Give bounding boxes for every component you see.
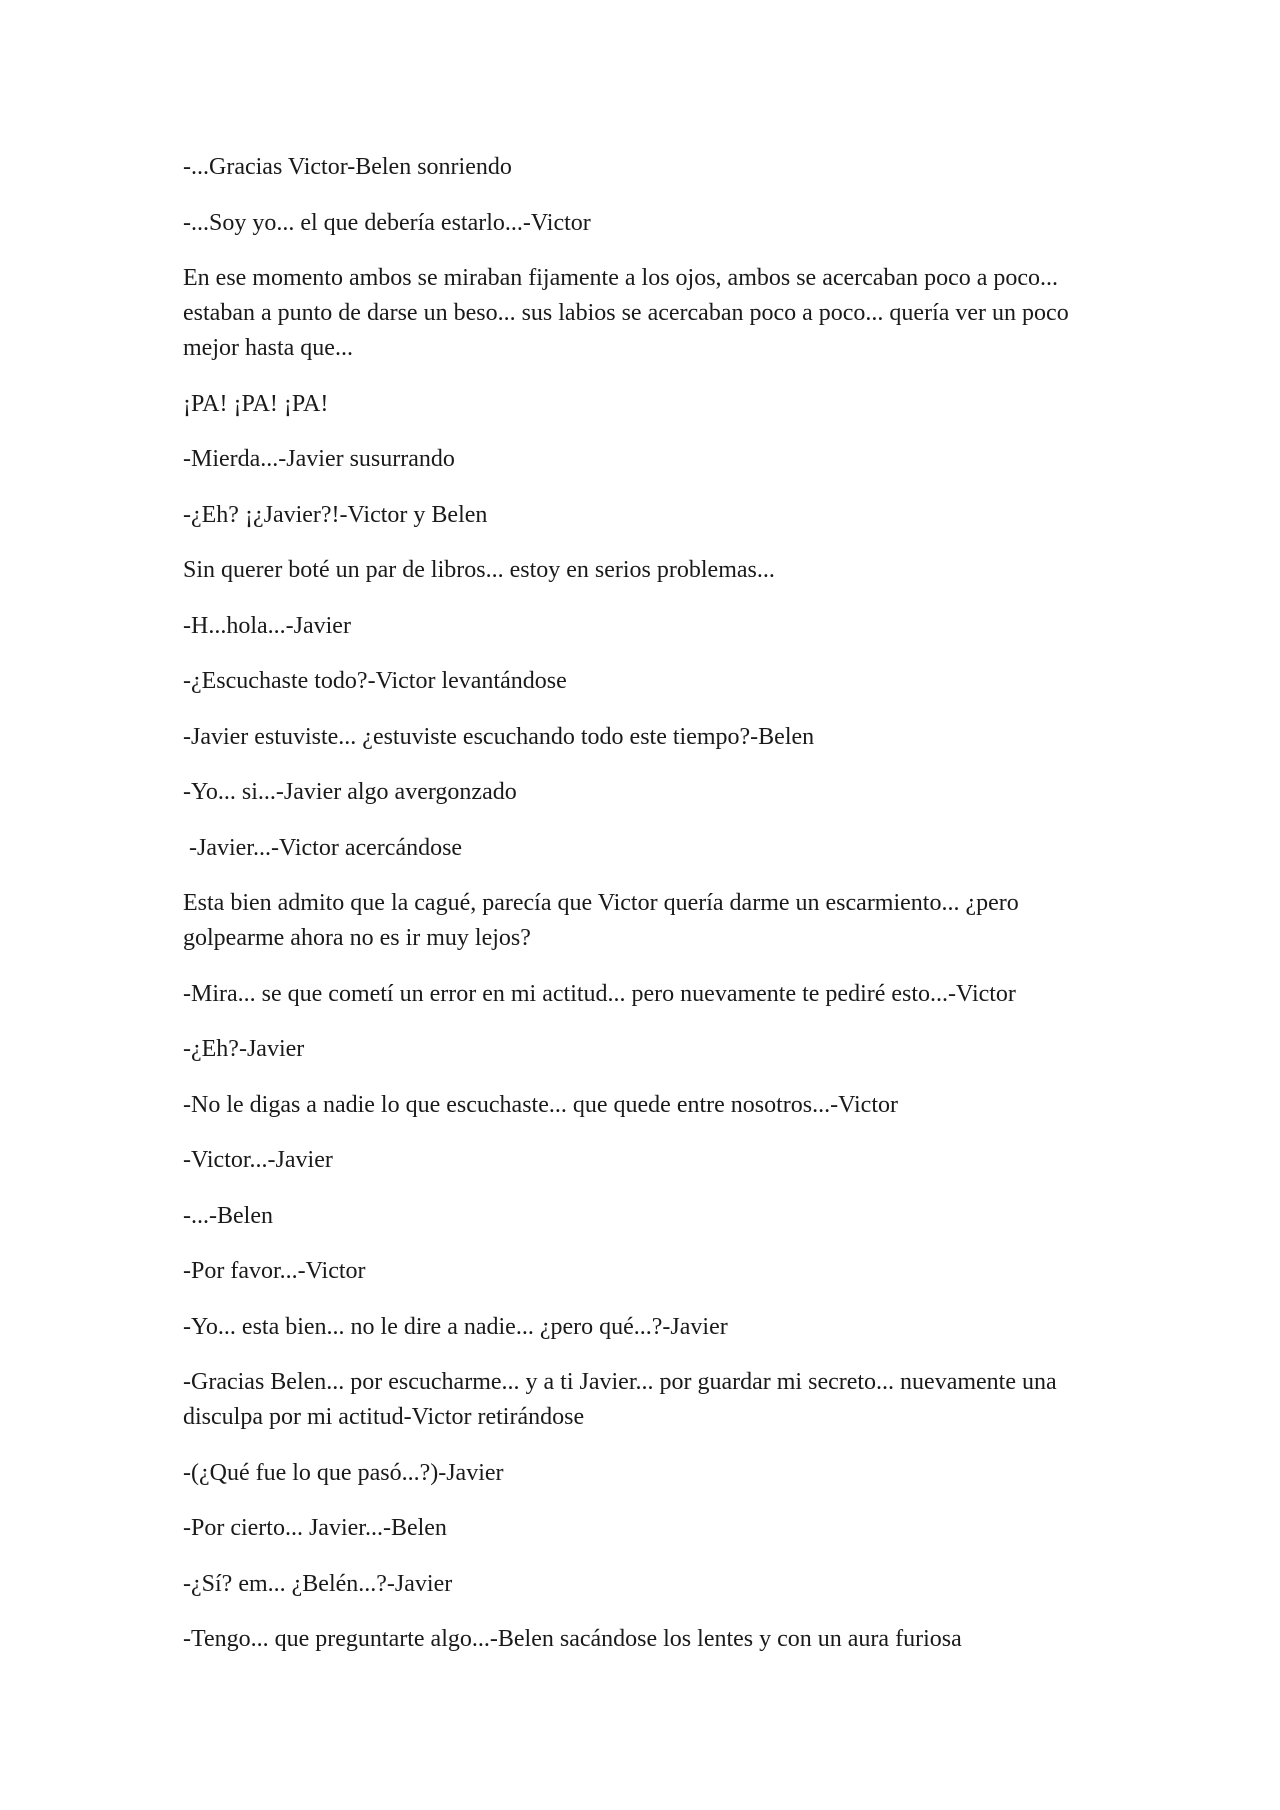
dialogue-line: -Yo... esta bien... no le dire a nadie... ¿pero qué...?-Javier	[183, 1313, 728, 1340]
dialogue-line: -¿Eh?-Javier	[183, 1036, 305, 1062]
dialogue-line: -Gracias Belen... por escucharme... y a ti Javier... por guardar mi secreto... nuevamente una disculpa por mi actitud-Victor retirándose	[183, 1369, 1063, 1430]
dialogue-line: -No le digas a nadie lo que escuchaste... que quede entre nosotros...-Victor	[183, 1091, 898, 1118]
dialogue-line: -¿Escuchaste todo?-Victor levantándose	[183, 668, 567, 694]
dialogue-line: -H...hola...-Javier	[183, 612, 351, 639]
narration-paragraph: En ese momento ambos se miraban fijamente a los ojos, ambos se acercaban poco a poco... estaban a punto de darse un beso... sus labios se acercaban poco a poco... quería ver un poco mejor hasta que...	[183, 265, 1075, 361]
dialogue-line: -Javier estuviste... ¿estuviste escuchando todo este tiempo?-Belen	[183, 723, 815, 750]
dialogue-line: -Victor...-Javier	[183, 1147, 333, 1173]
dialogue-line: -¿Eh? ¡¿Javier?!-Victor y Belen	[183, 501, 488, 528]
dialogue-line: -Por favor...-Victor	[183, 1258, 366, 1284]
dialogue-line: -Javier...-Victor acercándose	[183, 834, 463, 861]
document-body	[183, 150, 1093, 1678]
dialogue-line: -Mira... se que cometí un error en mi actitud... pero nuevamente te pediré esto...-Victor	[183, 980, 1016, 1007]
dialogue-line: -Mierda...-Javier susurrando	[183, 446, 455, 472]
dialogue-line: -Tengo... que preguntarte algo...-Belen sacándose los lentes y con un aura furiosa	[183, 1626, 962, 1652]
dialogue-line: -(¿Qué fue lo que pasó...?)-Javier	[183, 1459, 504, 1486]
dialogue-line: -Yo... si...-Javier algo avergonzado	[183, 779, 517, 805]
sound-effect-line: ¡PA! ¡PA! ¡PA!	[183, 390, 329, 417]
narration-paragraph: Esta bien admito que la cagué, parecía que Victor quería darme un escarmiento... ¿pero golpearme ahora no es ir muy lejos?	[183, 890, 1025, 951]
dialogue-line: -...-Belen	[183, 1202, 273, 1229]
dialogue-line: -Por cierto... Javier...-Belen	[183, 1515, 447, 1541]
dialogue-line: -...Soy yo... el que debería estarlo...-Victor	[183, 209, 591, 236]
dialogue-line: -¿Sí? em... ¿Belén...?-Javier	[183, 1570, 453, 1597]
dialogue-line: -...Gracias Victor-Belen sonriendo	[183, 154, 512, 180]
narration-paragraph: Sin querer boté un par de libros... estoy en serios problemas...	[183, 557, 775, 583]
